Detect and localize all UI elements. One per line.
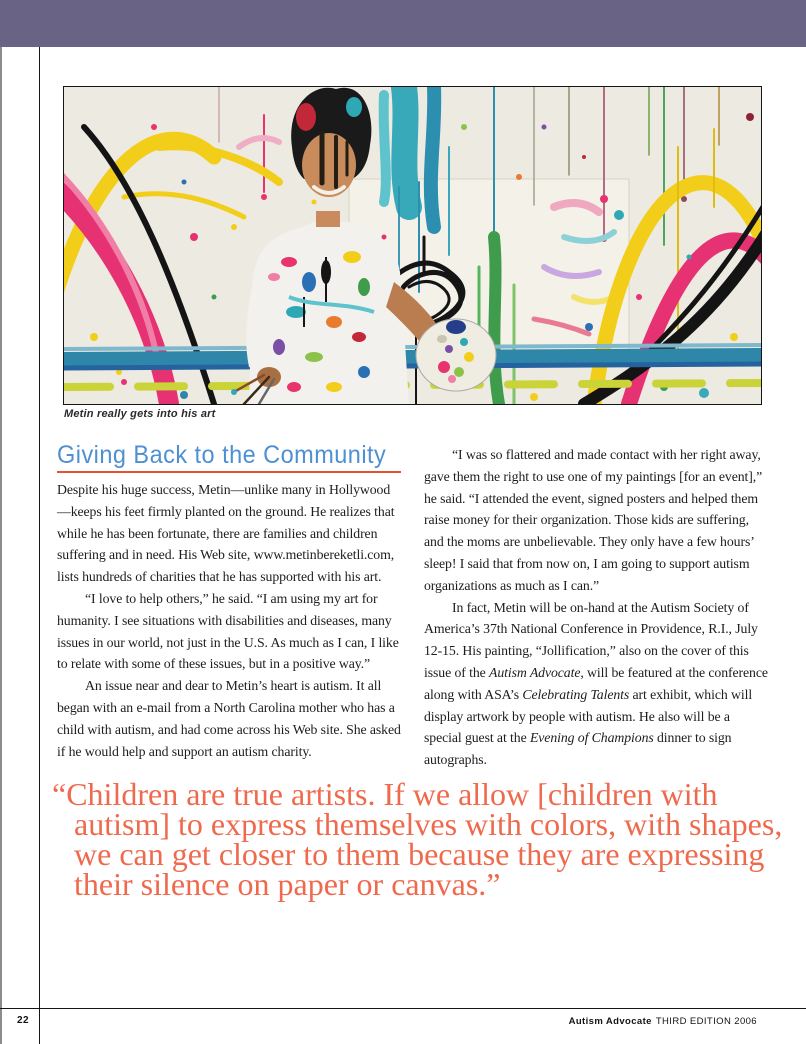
header-bar [0, 0, 806, 47]
page-number: 22 [17, 1015, 30, 1026]
artist-photo [63, 86, 762, 405]
pull-quote: “Children are true artists. If we allow [children with autism] to express themselves with colors, with shapes, we can get closer to them because they are expressing their silence on paper or canvas.” [52, 776, 783, 902]
photo-caption: Metin really gets into his art [64, 408, 216, 420]
footer-rule [0, 1008, 806, 1009]
body-paragraph: “I love to help others,” he said. “I am using my art for humanity. I see situations with disabilities and diseases, many issues in our world, not just in the U.S. As much as I can, I like to relate with some of these issues, but in a positive way.” [57, 590, 399, 672]
left-column [57, 441, 402, 762]
footer-edition: THIRD EDITION 2006 [655, 1016, 757, 1027]
footer-magazine-title: Autism Advocate [568, 1016, 652, 1027]
page-edge-line [0, 47, 2, 1044]
footer-text [569, 1016, 757, 1027]
body-paragraph: In fact, Metin will be on-hand at the Autism Society of America’s 37th National Conference in Providence, R.I., July 12-15. His painting, “Jollification,” also on the cover of this issue of the Autism Advocate, will be featured at the conference along with ASA’s Celebrating Talents art exhibit, which will display artwork by people with autism. He also will be a special guest at the Evening of Champions dinner to sign autographs. [424, 599, 768, 768]
artist-photo-illustration [64, 87, 761, 404]
right-column [424, 444, 769, 771]
margin-rule [39, 47, 40, 1044]
paint-palette [416, 319, 496, 391]
heading-underline [57, 471, 401, 473]
body-paragraph: Despite his huge success, Metin—unlike many in Hollywood—keeps his feet firmly planted on the ground. He realizes that while he has been fortunate, there are families and children suffering and in need. His Web site, www.metinbereketli.com, lists hundreds of charities that he has supported with his art. [57, 482, 395, 585]
body-paragraph: “I was so flattered and made contact with her right away, gave them the right to use one of my paintings [for an event],” he said. “I attended the event, signed posters and helped them raise money for their organization. Those kids are suffering, and the moms are unbelievable. They only have a few hours’ sleep! I said that from now on, I am going to support autism organizations as much as I can.” [424, 447, 763, 593]
article-heading: Giving Back to the Community [57, 441, 387, 469]
body-paragraph: An issue near and dear to Metin’s heart is autism. It all began with an e-mail from a North Carolina mother who has a child with autism, and had come across his Web site. She asked if he would help and support an autism charity. [57, 678, 401, 759]
